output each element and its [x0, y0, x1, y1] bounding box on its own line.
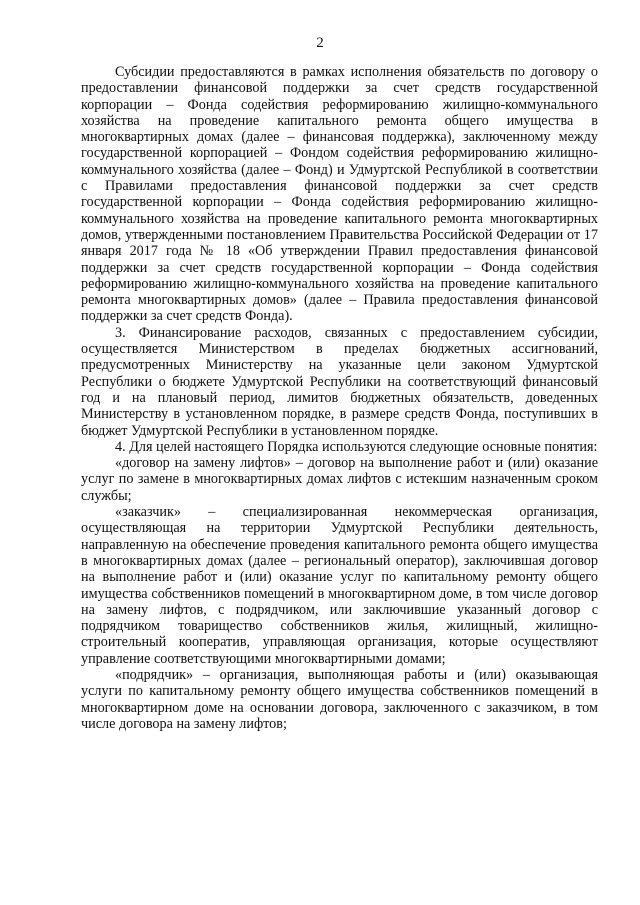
paragraph-financing: 3. Финансирование расходов, связанных с предоставлением субсидии, осуществляется Министерством в пределах бюджетных ассигнований, предусмотренных Министерству на указанные цели законом Удмуртской Республики о бюджете Удмуртской Республики на соответствующий финансовый год и на плановый период, лимитов бюджетных обязательств, доведенных Министерству в установленном порядке, в размере средств Фонда, поступивших в бюджет Удмуртской Республики в установленном порядке. [81, 324, 598, 439]
paragraph-subsidies: Субсидии предоставляются в рамках исполнения обязательств по договору о предоставлении финансовой поддержки за счет средств государственной корпорации – Фонда содействия реформированию жилищно-коммунального хозяйства на проведение капитального ремонта общего имущества в многоквартирных домах (далее – финансовая поддержка), заключенному между государственной корпорацией – Фондом содействия реформированию жилищно-коммунального хозяйства (далее – Фонд) и Удмуртской Республикой в соответствии с Правилами предоставления финансовой поддержки за счет средств государственной корпорации – Фонда содействия реформированию жилищно-коммунального хозяйства на проведение капитального ремонта многоквартирных домов, утвержденными постановлением Правительства Российской Федерации от 17 января 2017 года № 18 «Об утверждении Правил предоставления финансовой поддержки за счет средств государственной корпорации – Фонда содействия реформированию жилищно-коммунального хозяйства на проведение капитального ремонта многоквартирных домов» (далее – Правила предоставления финансовой поддержки за счет средств Фонда). [81, 64, 598, 325]
paragraph-definition-contractor: «подрядчик» – организация, выполняющая работы и (или) оказывающая услуги по капитальному ремонту общего имущества собственников помещений в многоквартирном доме на основании договора, заключенного с заказчиком, в том числе договора на замену лифтов; [81, 666, 598, 732]
paragraph-definition-elevator-contract: «договор на замену лифтов» – договор на выполнение работ и (или) оказание услуг по замене в многоквартирных домах лифтов с истекшим назначенным сроком службы; [81, 455, 598, 504]
paragraph-definition-customer: «заказчик» – специализированная некоммерческая организация, осуществляющая на территории Удмуртской Республики деятельность, направленную на обеспечение проведения капитального ремонта общего имущества в многоквартирных домах (далее – региональный оператор), заключившая договор на выполнение работ и (или) оказание услуг по капитальному ремонту общего имущества собственников помещений в многоквартирном доме, в том числе договор на замену лифтов, с подрядчиком, или заключившие указанный договор с подрядчиком товарищество собственников жилья, жилищный, жилищно-строительный кооператив, управляющая организация, которые осуществляют управление соответствующими многоквартирными домами; [81, 504, 598, 667]
page-number: 2 [316, 35, 324, 51]
document-body [81, 64, 598, 732]
paragraph-definitions-intro: 4. Для целей настоящего Порядка используются следующие основные понятия: [115, 438, 598, 455]
